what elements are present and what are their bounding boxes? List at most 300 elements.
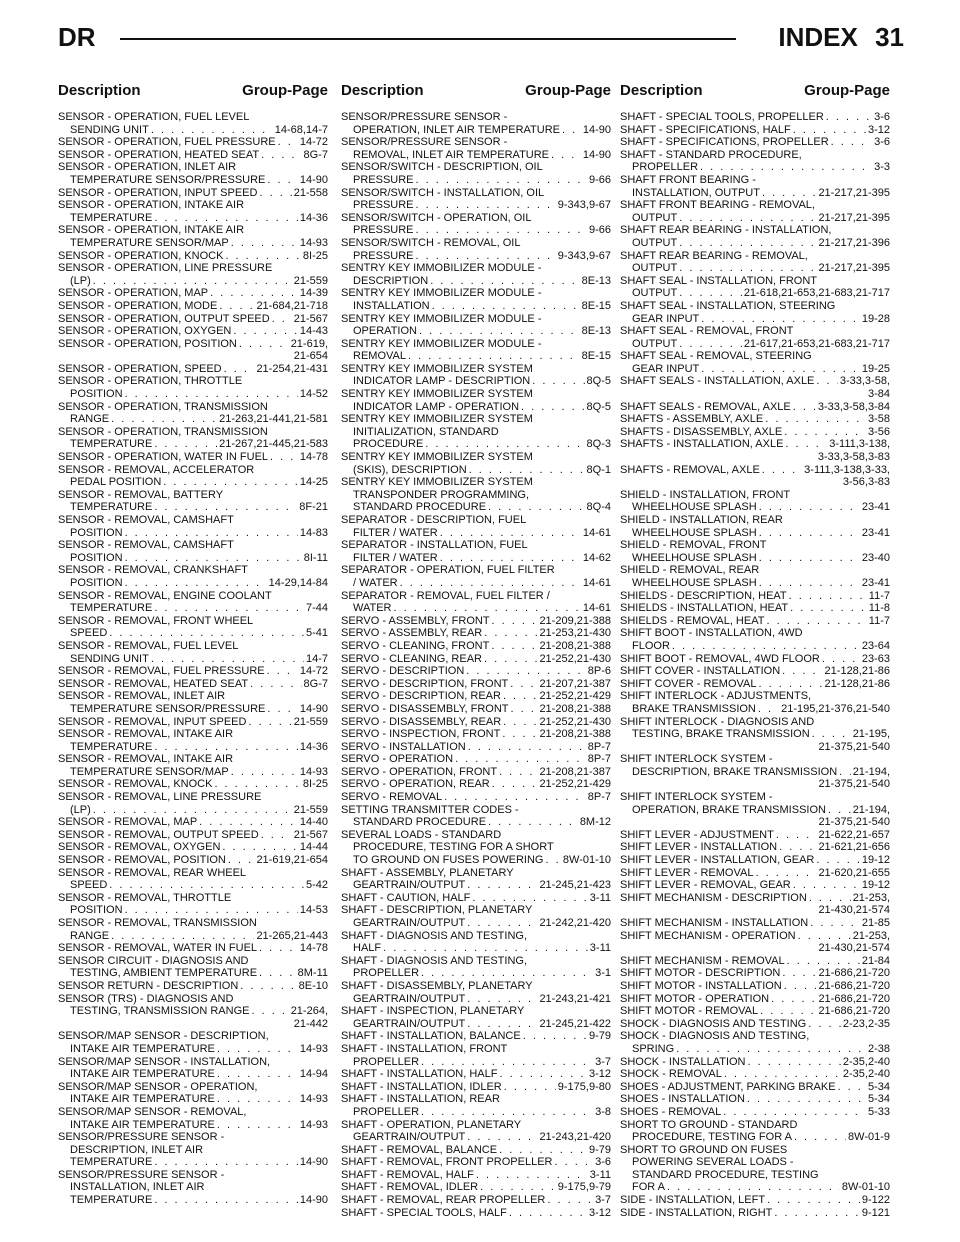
entry-page-line [58,338,328,351]
dot-leader [766,615,866,628]
entry-text: SHIFT LEVER - INSTALLATION, GEAR [620,854,815,867]
entry-text: SHAFT REAR BEARING - REMOVAL, [620,249,808,262]
entry-text: SHAFT - SPECIFICATIONS, PROPELLER [620,136,829,149]
entry-page-ref: 21-195,21-376,21-540 [781,702,890,715]
entry-page-line [620,1043,890,1056]
entry-page-ref: 3-12 [588,1206,611,1219]
entry-page-line [341,653,611,666]
entry-page-line [620,993,890,1006]
dot-leader [225,250,300,263]
index-entry [341,1144,611,1157]
entry-page-ref: 14-36 [299,211,328,224]
entry-page-line [341,250,611,263]
index-entry [620,1207,890,1220]
entry-page-ref-continued: 3-84 [867,388,890,401]
entry-text: SENSOR - REMOVAL, TRANSMISSION [58,917,257,929]
dot-leader [125,527,298,540]
dot-leader [217,1043,298,1056]
index-entry [58,678,328,691]
entry-page-ref: 21-559 [293,803,328,816]
dot-leader [748,1056,841,1069]
entry-text: PEDAL POSITION [70,476,162,489]
entry-page-line [620,955,890,968]
dot-leader [484,627,537,640]
entry-text: SENSOR - REMOVAL, INPUT SPEED [58,715,247,728]
index-entry [620,917,890,930]
index-entry [341,1119,611,1144]
entry-text: SHORT TO GROUND - STANDARD [620,1118,798,1131]
entry-page-line [341,224,611,237]
index-entry [58,1081,328,1106]
entry-page-line [620,1181,890,1194]
entry-text: SHAFT - DIAGNOSIS AND TESTING, [341,929,528,942]
index-entry [58,791,328,816]
dot-leader [222,841,297,854]
entry-text: INTAKE AIR TEMPERATURE [70,1118,215,1131]
entry-text: SHIELDS - INSTALLATION, HEAT [620,602,789,615]
entry-text: INITIALIZATION, STANDARD [353,425,499,438]
entry-text: SHORT TO GROUND ON FUSES [620,1143,788,1156]
entry-page-ref: 21-253,21-430 [539,627,611,640]
entry-page-line [341,1018,611,1031]
dot-leader [151,653,304,666]
index-entry [58,917,328,942]
entry-page-line [620,967,890,980]
entry-text: GEARTRAIN/OUTPUT [353,992,466,1005]
entry-text: PROPELLER [353,967,420,980]
entry-text: SENSOR - REMOVAL, BATTERY [58,488,224,501]
entry-text: TEMPERATURE SENSOR/PRESSURE [70,702,266,715]
entry-page-ref: 14-44 [299,841,328,854]
dot-leader [217,1119,298,1132]
dot-leader [259,942,298,955]
entry-text: SPEED [70,879,108,892]
entry-page-line [620,237,890,250]
dot-leader [676,1043,866,1056]
dot-leader [759,501,860,514]
index-entry [620,149,890,174]
entry-text: SHOCK - DIAGNOSIS AND TESTING [620,1017,807,1030]
entry-page-line [341,665,611,678]
index-entry [341,1030,611,1043]
dot-leader [810,917,860,930]
index-entry [341,867,611,892]
entry-page-ref: 14-52 [299,388,328,401]
entry-text: SETTING TRANSMITTER CODES - [341,803,519,816]
entry-text: SHAFT - DISASSEMBLY, PLANETARY [341,979,533,992]
entry-text: GEARTRAIN/OUTPUT [353,879,466,892]
entry-page-ref: 3-11 [589,891,611,904]
index-entry [58,199,328,224]
entry-page-line [620,136,890,149]
dot-leader [151,124,273,137]
entry-text: SHAFTS - REMOVAL, AXLE [620,463,760,476]
entry-text: SHAFT - SPECIFICATIONS, HALF [620,123,791,136]
entry-text: SENSOR/SWITCH - INSTALLATION, OIL [341,186,545,199]
dot-leader [419,325,580,338]
index-entry [58,363,328,376]
entry-page-line [620,703,890,716]
entry-page-line [620,401,890,414]
dot-leader [672,640,860,653]
entry-page-line [58,363,328,376]
entry-text: SHAFT SEAL - REMOVAL, FRONT [620,325,794,338]
entry-page-ref: 21-253, [852,891,890,904]
entry-page-ref: 8M-11 [297,967,328,980]
index-entries [620,111,890,1219]
entry-page-line [620,892,890,905]
index-entry [341,665,611,678]
entry-page-ref: 21-619,21-654 [256,854,328,867]
entry-text: SHIFT COVER - INSTALLATION [620,665,781,678]
entry-text: PROCEDURE [353,438,424,451]
dot-leader [217,1068,298,1081]
entry-text: SERVO - ASSEMBLY, REAR [341,627,483,640]
entry-page-line [620,1068,890,1081]
entry-page-ref: 3-8 [595,1105,611,1118]
entry-text: SHAFT SEALS - REMOVAL, AXLE [620,400,791,413]
dot-leader [154,602,304,615]
entry-text: SENSOR - REMOVAL, THROTTLE [58,891,232,904]
entry-page-ref: 3-58 [867,413,890,426]
entry-page-ref: 14-93 [299,1093,328,1106]
entry-page-ref: 21-686,21-720 [818,1005,890,1018]
index-entry [58,854,328,867]
entry-text: SENSOR - OPERATION, TRANSMISSION [58,400,268,413]
index-entry [341,161,611,186]
entry-text: POWERING SEVERAL LOADS - [632,1156,794,1169]
index-entry [620,413,890,426]
dot-leader [480,1181,556,1194]
entry-text: SENTRY KEY IMMOBILIZER SYSTEM [341,451,533,464]
entry-text: SIDE - INSTALLATION, RIGHT [620,1206,773,1219]
entry-text: SERVO - DESCRIPTION, REAR [341,690,501,703]
dot-leader [278,136,298,149]
entry-page-ref: 3-33,3-58,3-84 [817,400,890,413]
entry-text: TEMPERATURE SENSOR/MAP [70,765,229,778]
dot-leader [723,1106,866,1119]
entry-text: STANDARD PROCEDURE [353,501,487,514]
entry-text: SHIFT BOOT - REMOVAL, 4WD FLOOR [620,652,820,665]
entry-text: SENSOR/SWITCH - REMOVAL, OIL [341,236,521,249]
entry-page-line [341,1194,611,1207]
dot-leader [239,338,289,351]
entry-page-line [58,1156,328,1169]
entry-page-ref-continued: 21-442 [293,1017,328,1030]
dot-leader [163,476,298,489]
dot-leader [760,1005,816,1018]
index-entry [58,464,328,489]
index-entry [341,1194,611,1207]
entry-page-ref: 8I-11 [303,551,328,564]
dot-leader [816,375,837,388]
entry-text: SHIFT COVER - REMOVAL [620,677,757,690]
entry-text: SHIELD - INSTALLATION, REAR [620,514,783,526]
index-entry [341,1169,611,1182]
entry-page-line [620,1056,890,1069]
entry-text: SENSOR - OPERATION, OXYGEN [58,325,232,338]
entry-page-ref: 5-34 [867,1093,890,1106]
entry-page-ref: 3-6 [874,111,890,123]
entry-page-ref: 14-83 [299,526,328,539]
entry-page-ref: 14-93 [299,1118,328,1131]
index-entry [341,1093,611,1118]
index-entry [58,426,328,451]
entry-text: INSTALLATION, OUTPUT [632,186,760,199]
entry-page-ref: 21-243,21-421 [539,992,611,1005]
dot-leader [545,854,560,867]
entry-text: SENTRY KEY IMMOBILIZER SYSTEM [341,476,533,489]
dot-leader [551,149,581,162]
group-page-heading: Group-Page [525,82,611,99]
entry-text: SHAFT SEAL - INSTALLATION, FRONT [620,274,818,287]
entry-page-line [341,1156,611,1169]
dot-leader [231,237,298,250]
index-entry [620,1106,890,1119]
index-entry [620,841,890,854]
entry-text: TO GROUND ON FUSES POWERING [353,854,544,867]
index-entry [620,250,890,275]
entry-text: SHAFT - REMOVAL, IDLER [341,1181,479,1194]
entry-text: PROPELLER [353,1055,420,1068]
dot-leader [755,867,816,880]
index-entry [620,690,890,715]
index-entry [58,375,328,400]
entry-text: HALF [353,942,382,955]
entry-page-ref: 3-111,3-138, [829,438,890,451]
dot-leader [492,615,538,628]
entry-page-line [58,212,328,225]
index-entry [58,841,328,854]
index-entry [620,615,890,628]
entry-page-ref-continued: 21-430,21-574 [818,942,890,955]
entry-text: SHAFT REAR BEARING - INSTALLATION, [620,224,832,237]
entry-text: SHAFT SEALS - INSTALLATION, AXLE [620,375,815,388]
entry-page-line [341,879,611,892]
dot-leader [93,804,292,817]
page-header [58,22,904,62]
dot-leader [547,1194,593,1207]
entry-page-ref: 5-34 [867,1080,890,1093]
entry-page-ref: 14-90 [299,1156,328,1169]
dot-leader [233,325,297,338]
dot-leader [794,1131,846,1144]
entry-text: INSTALLATION, INLET AIR [70,1181,205,1194]
entry-page-line [341,993,611,1006]
entry-page-ref: 9-79 [588,1030,611,1043]
entry-page-line [341,615,611,628]
entry-text: SENSOR - REMOVAL, ENGINE COOLANT [58,589,272,602]
entry-page-line [620,552,890,565]
index-entry [341,363,611,388]
index-entry [341,388,611,413]
index-entry [620,375,890,400]
dot-leader [430,275,579,288]
index-entry [620,627,890,652]
index-entry [620,716,890,754]
entry-page-ref: 23-41 [861,576,890,589]
entry-page-ref: 3-12 [867,123,890,136]
entry-text: INDICATOR LAMP - OPERATION [353,400,520,413]
entry-page-ref: 8W-01-9 [848,1131,890,1144]
entry-page-ref: 14-25 [299,476,328,489]
entry-page-line [620,1207,890,1220]
entry-page-ref: 21-267,21-445,21-583 [219,438,328,451]
entry-text: REMOVAL, INLET AIR TEMPERATURE [353,148,550,161]
dot-leader [838,1081,866,1094]
dot-leader [267,703,297,716]
entry-text: SENSOR/MAP SENSOR - REMOVAL, [58,1105,247,1118]
index-entry [341,753,611,766]
entry-page-line [58,854,328,867]
index-entry [620,602,890,615]
index-entry [341,904,611,929]
dot-leader [250,678,301,691]
index-entry [341,539,611,564]
dot-leader [421,1056,593,1069]
index-entry [58,161,328,186]
dot-leader [219,300,254,313]
entry-page-ref: 21-254,21-431 [256,362,328,375]
entry-page-ref: 21-208,21-388 [539,728,611,741]
index-entry [341,262,611,287]
entry-page-ref: 14-68,14-7 [274,123,328,136]
dot-leader [701,363,860,376]
entry-text: OPERATION, BRAKE TRANSMISSION [632,803,826,816]
dot-leader [503,690,538,703]
entry-page-line [620,1106,890,1119]
dot-leader [679,262,816,275]
entry-page-ref: 9-121 [861,1206,890,1219]
entry-text: SENTRY KEY IMMOBILIZER MODULE - [341,312,542,325]
dot-leader [469,464,585,477]
entry-text: SERVO - DESCRIPTION [341,665,465,678]
dot-leader [787,955,860,968]
entry-page-ref: 21-217,21-396 [818,236,890,249]
dot-leader [771,993,816,1006]
entry-page-line [58,501,328,514]
entry-page-line [620,678,890,691]
entry-page-line [58,451,328,464]
entry-page-line [58,1093,328,1106]
entry-page-ref: 3-56 [867,425,890,438]
entry-text: SENSOR - REMOVAL, INTAKE AIR [58,753,234,766]
entry-page-line [341,1144,611,1157]
index-entry [341,930,611,955]
index-entry [620,678,890,691]
entry-page-line [341,300,611,313]
entry-page-line [620,501,890,514]
entry-page-line [341,199,611,212]
entry-text: SENSOR - REMOVAL, LINE PRESSURE [58,791,262,804]
index-entry [620,1030,890,1055]
dot-leader [154,741,298,754]
index-entry [620,1081,890,1094]
entry-page-ref: 21-252,21-429 [539,690,611,703]
entry-page-line [620,1131,890,1144]
entry-page-ref: 8P-7 [587,740,611,753]
index-column-3 [620,82,890,1219]
entry-text: SENSOR - OPERATION, THROTTLE [58,375,243,388]
index-entry [58,401,328,426]
entry-text: WATER [353,602,392,615]
dot-leader [270,451,298,464]
dot-leader [468,741,586,754]
entry-text: SPEED [70,627,108,640]
dot-leader [782,967,816,980]
entry-page-ref: 21-686,21-720 [818,967,890,980]
entry-page-ref: 21-252,21-430 [539,652,611,665]
dot-leader [521,401,584,414]
dot-leader [492,778,538,791]
index-entry [620,350,890,375]
entry-page-line [341,627,611,640]
index-entry [620,275,890,300]
entry-text: SHIFT MOTOR - DESCRIPTION [620,967,781,980]
entry-page-line [620,187,890,200]
entry-page-ref: 14-36 [299,740,328,753]
entry-page-ref: 14-94 [299,1068,328,1081]
dot-leader [154,1156,298,1169]
entry-text: SERVO - OPERATION, FRONT [341,765,498,778]
description-heading: Description [58,82,141,99]
entry-page-ref: 3-33,3-58, [839,375,890,388]
entry-page-ref: 8M-12 [579,816,611,829]
index-entry [620,539,890,564]
entry-page-line [58,930,328,943]
entry-text: SHAFT - SPECIAL TOOLS, PROPELLER [620,111,824,123]
entry-page-line [58,552,328,565]
index-entry [341,766,611,779]
entry-page-ref: 8E-15 [581,350,611,363]
dot-leader [667,1181,840,1194]
dot-leader [812,728,851,741]
entry-page-line [620,313,890,326]
index-entries [58,111,328,1207]
dot-leader [532,375,584,388]
entry-page-line [58,653,328,666]
entry-page-ref: 21-617,21-653,21-683,21-717 [743,337,890,350]
entry-page-ref: 19-12 [861,854,890,867]
entry-page-line [58,1005,328,1018]
index-entry [341,728,611,741]
entry-text: SHAFT SEAL - REMOVAL, STEERING [620,350,812,363]
entry-text: SEPARATOR - REMOVAL, FUEL FILTER / [341,589,550,602]
entry-page-line [58,678,328,691]
dot-leader [154,212,298,225]
entry-text: SPRING [632,1042,675,1055]
dot-leader [154,1194,298,1207]
index-entry [620,1144,890,1194]
entry-page-line [620,212,890,225]
entry-page-ref: 3-7 [595,1194,611,1207]
entry-text: SHIFT LEVER - REMOVAL, GEAR [620,879,791,892]
entry-page-line [620,665,890,678]
dot-leader [111,930,254,943]
entry-page-line [341,438,611,451]
entry-page-line [620,1081,890,1094]
dot-leader [421,967,593,980]
entry-page-ref: 11-7 [868,589,890,602]
index-entry [341,514,611,539]
entry-page-line [58,124,328,137]
entry-page-ref: 3-6 [595,1156,611,1169]
index-entry [341,791,611,804]
index-entry [58,778,328,791]
dot-leader [700,161,872,174]
entry-text: SENSOR - OPERATION, OUTPUT SPEED [58,312,270,325]
index-entry [620,930,890,955]
